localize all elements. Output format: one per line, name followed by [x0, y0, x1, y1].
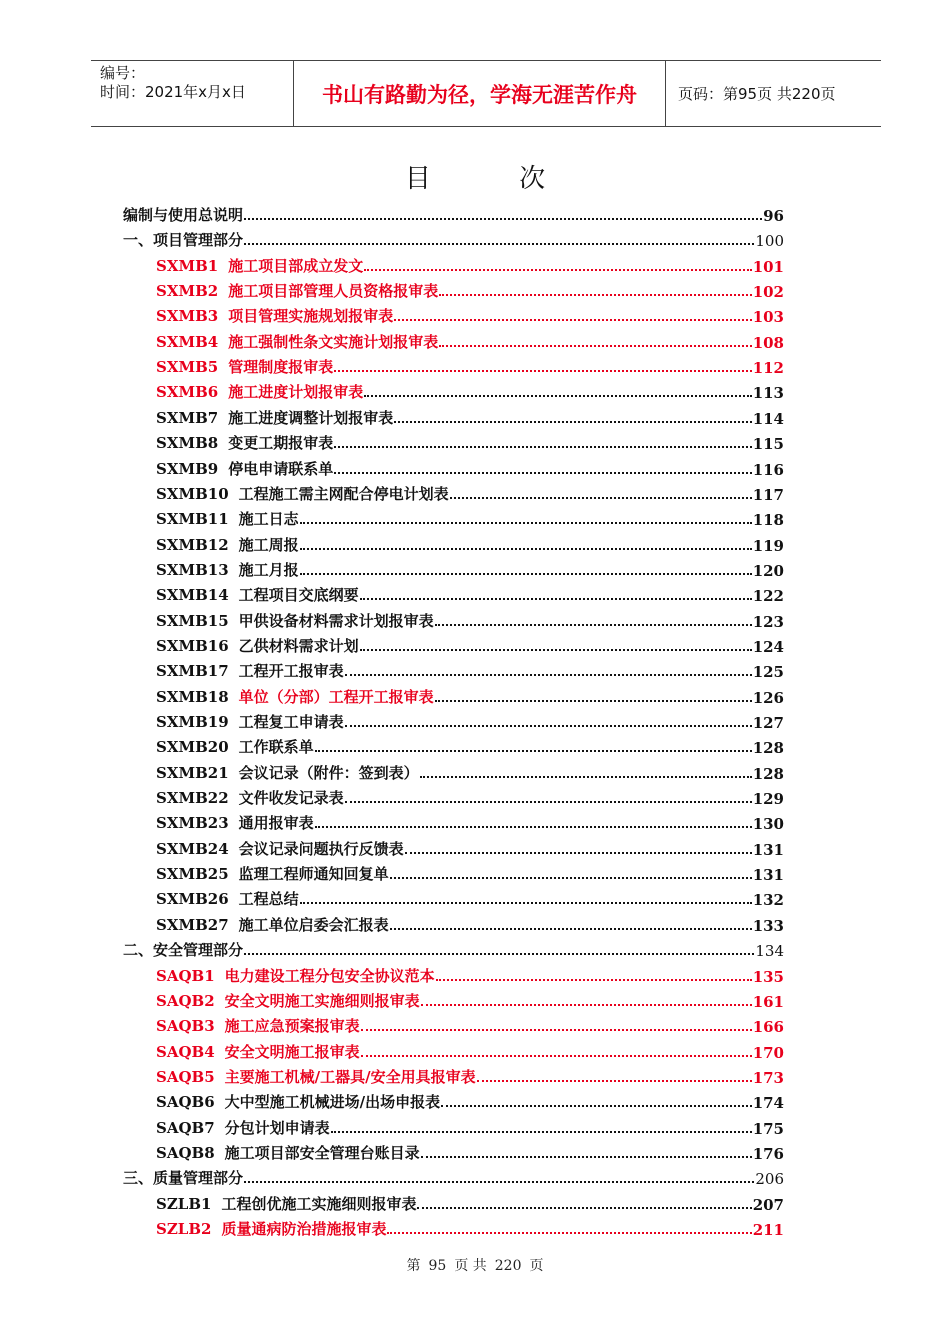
toc-entry-code: SXMB3	[156, 307, 219, 326]
toc-entry[interactable]	[156, 479, 784, 504]
toc-entry-label	[156, 888, 299, 909]
toc-leader-dots	[405, 852, 752, 854]
toc-entry-page: 118	[752, 511, 784, 530]
toc-entry-title: 一、项目管理部分	[123, 231, 244, 250]
toc-entry[interactable]	[156, 1214, 784, 1239]
toc-entry-page: 96	[763, 207, 784, 225]
toc-entry[interactable]	[123, 1163, 784, 1188]
toc-entry-label	[156, 1091, 440, 1112]
toc-entry-title: 会议记录问题执行反馈表	[238, 839, 404, 858]
toc-entry-label	[156, 1066, 476, 1087]
toc-leader-dots	[244, 218, 762, 220]
toc-entry-page: 130	[752, 815, 784, 834]
toc-entry-title: 施工进度计划报审表	[228, 383, 364, 402]
toc-entry[interactable]	[156, 530, 784, 555]
toc-entry-page: 127	[752, 714, 784, 732]
toc-entry-page: 108	[752, 333, 784, 352]
toc-entry[interactable]	[156, 961, 784, 986]
header-page-info: 页码：第95页 共220页	[678, 85, 836, 103]
toc-entry[interactable]	[156, 428, 784, 453]
toc-entry-title: 工程总结	[238, 890, 299, 909]
toc-entry[interactable]	[123, 200, 784, 225]
toc-entry-label	[123, 229, 243, 250]
toc-entry-page: 129	[752, 790, 784, 809]
toc-entry-page: 125	[752, 663, 784, 682]
toc-entry[interactable]	[156, 1113, 784, 1138]
toc-entry[interactable]	[156, 884, 784, 909]
toc-entry-code: SXMB20	[156, 738, 229, 757]
toc-entry-title: 甲供设备材料需求计划报审表	[238, 611, 434, 630]
toc-entry-label	[156, 356, 333, 377]
toc-entry[interactable]	[156, 1011, 784, 1036]
toc-entry[interactable]	[156, 834, 784, 859]
toc-entry-title: 监理工程师通知回复单	[238, 865, 389, 884]
toc-entry[interactable]	[156, 606, 784, 631]
toc-leader-dots	[300, 522, 752, 524]
toc-entry-label	[156, 458, 333, 479]
toc-entry-code: SXMB23	[156, 814, 229, 833]
toc-entry-label	[156, 914, 389, 935]
toc-leader-dots	[360, 598, 752, 600]
toc-entry-title: 施工单位启委会汇报表	[238, 915, 389, 934]
toc-leader-dots	[300, 548, 752, 550]
toc-entry-page: 119	[752, 536, 784, 555]
toc-entry-title: 工程施工需主网配合停电计划表	[238, 484, 449, 503]
toc-entry-code: SXMB21	[156, 763, 229, 782]
toc-entry-code: SXMB19	[156, 713, 229, 731]
toc-leader-dots	[477, 1080, 752, 1082]
toc-entry-label	[123, 204, 243, 225]
toc-entry-page: 123	[752, 612, 784, 631]
footer-page: 95	[428, 1258, 447, 1274]
toc-entry-title: 文件收发记录表	[238, 789, 344, 808]
toc-entry-label	[156, 838, 404, 859]
toc-entry-page: 166	[752, 1018, 784, 1037]
toc-entry-label	[156, 1041, 360, 1062]
toc-entry-label	[156, 711, 344, 732]
toc-entry-code: SXMB27	[156, 915, 229, 934]
toc-leader-dots	[394, 319, 751, 321]
toc-entry-label	[156, 280, 438, 301]
toc-entry-code: SXMB11	[156, 510, 229, 529]
toc-entry-title: 会议记录（附件：签到表）	[238, 763, 419, 782]
toc-entry-code: SXMB15	[156, 611, 229, 630]
toc-leader-dots	[417, 1207, 751, 1209]
toc-entry-label	[156, 432, 333, 453]
toc-entry[interactable]	[156, 808, 784, 833]
toc-entry-page: 100	[755, 232, 784, 251]
toc-entry[interactable]	[156, 555, 784, 580]
toc-entry-code: SAQB1	[156, 966, 215, 985]
toc-entry-page: 174	[752, 1094, 784, 1113]
number-label: 编号：	[100, 64, 146, 82]
toc-entry-page: 103	[752, 308, 784, 327]
toc-entry[interactable]	[156, 859, 784, 884]
page-title: 目 次	[404, 164, 586, 194]
toc-entry-title: 单位（分部）工程开工报审表	[238, 687, 434, 706]
toc-entry-title: 项目管理实施规划报审表	[228, 307, 394, 326]
toc-entry[interactable]	[156, 707, 784, 732]
toc-entry-title: 施工强制性条文实施计划报审表	[228, 332, 439, 351]
toc-leader-dots	[435, 624, 752, 626]
toc-entry[interactable]	[156, 352, 784, 377]
toc-entry-code: SXMB6	[156, 383, 219, 402]
toc-leader-dots	[421, 1156, 752, 1158]
toc-leader-dots	[420, 776, 752, 778]
toc-leader-dots	[345, 725, 752, 727]
toc-entry-code: SXMB7	[156, 408, 219, 427]
toc-entry-code: SXMB22	[156, 789, 229, 808]
toc-entry-page: 128	[752, 739, 784, 758]
toc-leader-dots	[334, 472, 751, 474]
toc-entry[interactable]	[156, 732, 784, 757]
toc-entry-code: SXMB5	[156, 358, 219, 377]
toc-entry-label	[156, 812, 314, 833]
toc-entry-title: 工作联系单	[238, 738, 314, 757]
toc-entry-title: 施工应急预案报审表	[224, 1017, 360, 1036]
toc-entry-title: 施工日志	[238, 510, 299, 529]
toc-leader-dots	[315, 750, 752, 752]
toc-entry-label	[156, 1015, 360, 1036]
toc-entry-page: 116	[752, 460, 784, 479]
toc-entry[interactable]	[156, 1062, 784, 1087]
toc-entry-page: 173	[752, 1068, 784, 1087]
toc-entry-title: 管理制度报审表	[228, 358, 334, 377]
toc-entry-label	[156, 534, 299, 555]
toc-entry-code: SXMB13	[156, 560, 229, 579]
toc-entry-code: SAQB8	[156, 1143, 215, 1162]
toc-entry-code: SAQB3	[156, 1017, 215, 1036]
toc-entry-code: SAQB5	[156, 1067, 215, 1086]
toc-entry[interactable]	[156, 454, 784, 479]
toc-entry[interactable]	[156, 1037, 784, 1062]
toc-entry-page: 207	[752, 1195, 784, 1214]
toc-leader-dots	[244, 1181, 754, 1183]
toc-entry-label	[156, 787, 344, 808]
toc-entry-title: 主要施工机械/工器具/安全用具报审表	[224, 1067, 476, 1086]
toc-entry-label	[156, 331, 438, 352]
toc-entry-code: SXMB8	[156, 434, 219, 453]
toc-entry-label	[156, 255, 363, 276]
toc-entry-label	[156, 990, 420, 1011]
toc-entry-title: 施工月报	[238, 560, 299, 579]
toc-entry[interactable]	[156, 656, 784, 681]
toc-leader-dots	[360, 649, 752, 651]
toc-entry-code: SZLB1	[156, 1194, 212, 1213]
footer-mid: 页 共	[454, 1258, 487, 1274]
toc-leader-dots	[361, 1055, 752, 1057]
toc-entry-code: SXMB1	[156, 256, 219, 275]
toc-entry-page: 113	[752, 384, 784, 403]
toc-entry[interactable]	[156, 327, 784, 352]
toc-entry[interactable]	[156, 631, 784, 656]
toc-entry[interactable]	[156, 301, 784, 326]
toc-entry-code: SXMB24	[156, 839, 229, 858]
toc-entry-title: 施工项目部成立发文	[228, 256, 364, 275]
toc-entry-page: 161	[752, 992, 784, 1011]
toc-leader-dots	[244, 953, 754, 955]
toc-entry[interactable]	[156, 758, 784, 783]
toc-leader-dots	[334, 370, 751, 372]
toc-entry-page: 124	[752, 637, 784, 656]
toc-entry-page: 170	[752, 1043, 784, 1062]
toc-entry-label	[156, 381, 363, 402]
footer-prefix: 第	[406, 1258, 421, 1274]
toc-entry-title: 编制与使用总说明	[123, 206, 244, 224]
toc-entry-code: SXMB16	[156, 636, 229, 655]
toc-entry-title: 停电申请联系单	[228, 459, 334, 478]
toc-leader-dots	[361, 1029, 752, 1031]
toc-leader-dots	[439, 294, 751, 296]
toc-entry-code: SAQB7	[156, 1118, 215, 1137]
toc-entry-code: SXMB9	[156, 459, 219, 478]
toc-entry-page: 131	[752, 840, 784, 859]
toc-entry-code: SXMB10	[156, 484, 229, 503]
toc-entry-code: SAQB2	[156, 991, 215, 1010]
toc-leader-dots	[390, 928, 752, 930]
page-header	[91, 60, 881, 127]
toc-entry-label	[156, 1218, 386, 1239]
toc-entry-title: 施工进度调整计划报审表	[228, 408, 394, 427]
toc-entry-code: SXMB2	[156, 282, 219, 301]
toc-entry-label	[156, 762, 419, 783]
toc-entry-code: SAQB4	[156, 1042, 215, 1061]
toc-entry-page: 134	[755, 942, 784, 961]
toc-leader-dots	[331, 1131, 752, 1133]
toc-entry-code: SXMB4	[156, 332, 219, 351]
toc-entry-page: 117	[752, 485, 784, 504]
toc-entry[interactable]	[123, 935, 784, 960]
toc-entry-label	[156, 559, 299, 580]
toc-leader-dots	[345, 801, 752, 803]
toc-entry[interactable]	[156, 1138, 784, 1163]
toc-entry-code: SXMB17	[156, 662, 229, 681]
toc-entry-page: 132	[752, 891, 784, 910]
footer-suffix: 页	[529, 1258, 544, 1274]
toc-entry-page: 206	[755, 1170, 784, 1189]
toc-entry-label	[156, 863, 389, 884]
toc-entry[interactable]	[156, 251, 784, 276]
toc-leader-dots	[364, 269, 751, 271]
toc-entry-title: 施工周报	[238, 535, 299, 554]
toc-entry-label	[156, 1117, 330, 1138]
toc-leader-dots	[441, 1105, 752, 1107]
toc-entry[interactable]	[156, 910, 784, 935]
toc-entry-label	[156, 610, 434, 631]
toc-entry[interactable]	[156, 377, 784, 402]
toc-entry-title: 工程复工申请表	[238, 713, 344, 731]
toc-entry-page: 128	[752, 764, 784, 783]
toc-entry-title: 变更工期报审表	[228, 434, 334, 453]
toc-entry-page: 102	[752, 283, 784, 302]
toc-leader-dots	[364, 395, 751, 397]
toc-entry-label	[123, 939, 243, 960]
toc-entry-label	[123, 1167, 243, 1188]
toc-leader-dots	[345, 674, 752, 676]
toc-entry[interactable]	[156, 1189, 784, 1214]
toc-entry-code: SXMB18	[156, 687, 229, 706]
toc-leader-dots	[439, 345, 751, 347]
toc-entry[interactable]	[156, 504, 784, 529]
toc-leader-dots	[450, 497, 752, 499]
page-footer	[0, 1255, 950, 1275]
toc-leader-dots	[244, 243, 754, 245]
toc-entry-title: 分包计划申请表	[224, 1118, 330, 1137]
toc-entry-label	[156, 965, 435, 986]
toc-entry-title: 二、安全管理部分	[123, 941, 244, 960]
toc-entry[interactable]	[156, 276, 784, 301]
toc-entry-title: 施工项目部管理人员资格报审表	[228, 282, 439, 301]
toc-entry-page: 120	[752, 561, 784, 580]
toc-entry-label	[156, 483, 449, 504]
toc-entry-page: 135	[752, 967, 784, 986]
toc-entry-label	[156, 736, 314, 757]
toc-entry-title: 三、质量管理部分	[123, 1169, 244, 1188]
toc-leader-dots	[300, 573, 752, 575]
toc-entry-title: 安全文明施工实施细则报审表	[224, 991, 420, 1010]
toc-entry-label	[156, 508, 299, 529]
toc-entry-code: SXMB14	[156, 586, 229, 605]
toc-entry-title: 工程项目交底纲要	[238, 586, 359, 605]
toc-entry-label	[156, 1193, 416, 1214]
toc-entry-page: 126	[752, 688, 784, 707]
footer-total: 220	[494, 1258, 522, 1274]
toc-leader-dots	[436, 979, 752, 981]
toc-entry-page: 112	[752, 359, 784, 378]
toc-entry[interactable]	[156, 403, 784, 428]
toc-entry-label	[156, 1142, 420, 1163]
toc-entry-label	[156, 584, 359, 605]
toc-entry-title: 工程创优施工实施细则报审表	[221, 1194, 417, 1213]
toc-entry-code: SXMB26	[156, 890, 229, 909]
toc-entry-title: 安全文明施工报审表	[224, 1042, 360, 1061]
toc-entry[interactable]	[156, 682, 784, 707]
toc-entry[interactable]	[156, 580, 784, 605]
toc-entry-title: 大中型施工机械进场/出场申报表	[224, 1093, 441, 1112]
toc-entry-code: SXMB12	[156, 535, 229, 554]
toc-leader-dots	[315, 826, 752, 828]
header-motto: 书山有路勤为径，学海无涯苦作舟	[293, 61, 666, 126]
toc-entry[interactable]	[123, 225, 784, 250]
toc-entry-title: 质量通病防治措施报审表	[221, 1220, 387, 1238]
toc-entry-label	[156, 407, 393, 428]
toc-leader-dots	[394, 421, 751, 423]
toc-leader-dots	[387, 1232, 751, 1234]
toc-entry-title: 施工项目部安全管理台账目录	[224, 1143, 420, 1162]
toc-entry-label	[156, 305, 393, 326]
toc-entry-title: 通用报审表	[238, 814, 314, 833]
toc-entry[interactable]	[156, 1087, 784, 1112]
toc-entry[interactable]	[156, 986, 784, 1011]
toc-leader-dots	[334, 446, 751, 448]
time-label: 时间：2021年x月x日	[100, 83, 246, 101]
toc-entry-page: 114	[752, 409, 784, 428]
toc-leader-dots	[435, 700, 752, 702]
toc-entry-label	[156, 686, 434, 707]
toc-entry-page: 133	[752, 916, 784, 935]
toc-entry-page: 175	[752, 1119, 784, 1138]
toc-entry-title: 工程开工报审表	[238, 662, 344, 681]
toc-entry[interactable]	[156, 783, 784, 808]
toc-entry-page: 122	[752, 587, 784, 606]
toc-entry-label	[156, 660, 344, 681]
toc-entry-code: SXMB25	[156, 865, 229, 884]
toc-entry-code: SZLB2	[156, 1220, 212, 1238]
toc-entry-page: 101	[752, 257, 784, 276]
toc-entry-title: 乙供材料需求计划	[238, 636, 359, 655]
header-left-cell	[91, 61, 293, 126]
toc-entry-code: SAQB6	[156, 1093, 215, 1112]
toc-leader-dots	[390, 877, 752, 879]
toc-entry-page: 131	[752, 866, 784, 885]
toc-entry-title: 电力建设工程分包安全协议范本	[224, 966, 435, 985]
toc-entry-page: 211	[752, 1221, 784, 1239]
toc-entry-page: 176	[752, 1144, 784, 1163]
toc-leader-dots	[300, 902, 752, 904]
toc-entry-page: 115	[752, 435, 784, 454]
toc-entry-label	[156, 635, 359, 656]
toc-leader-dots	[421, 1004, 752, 1006]
